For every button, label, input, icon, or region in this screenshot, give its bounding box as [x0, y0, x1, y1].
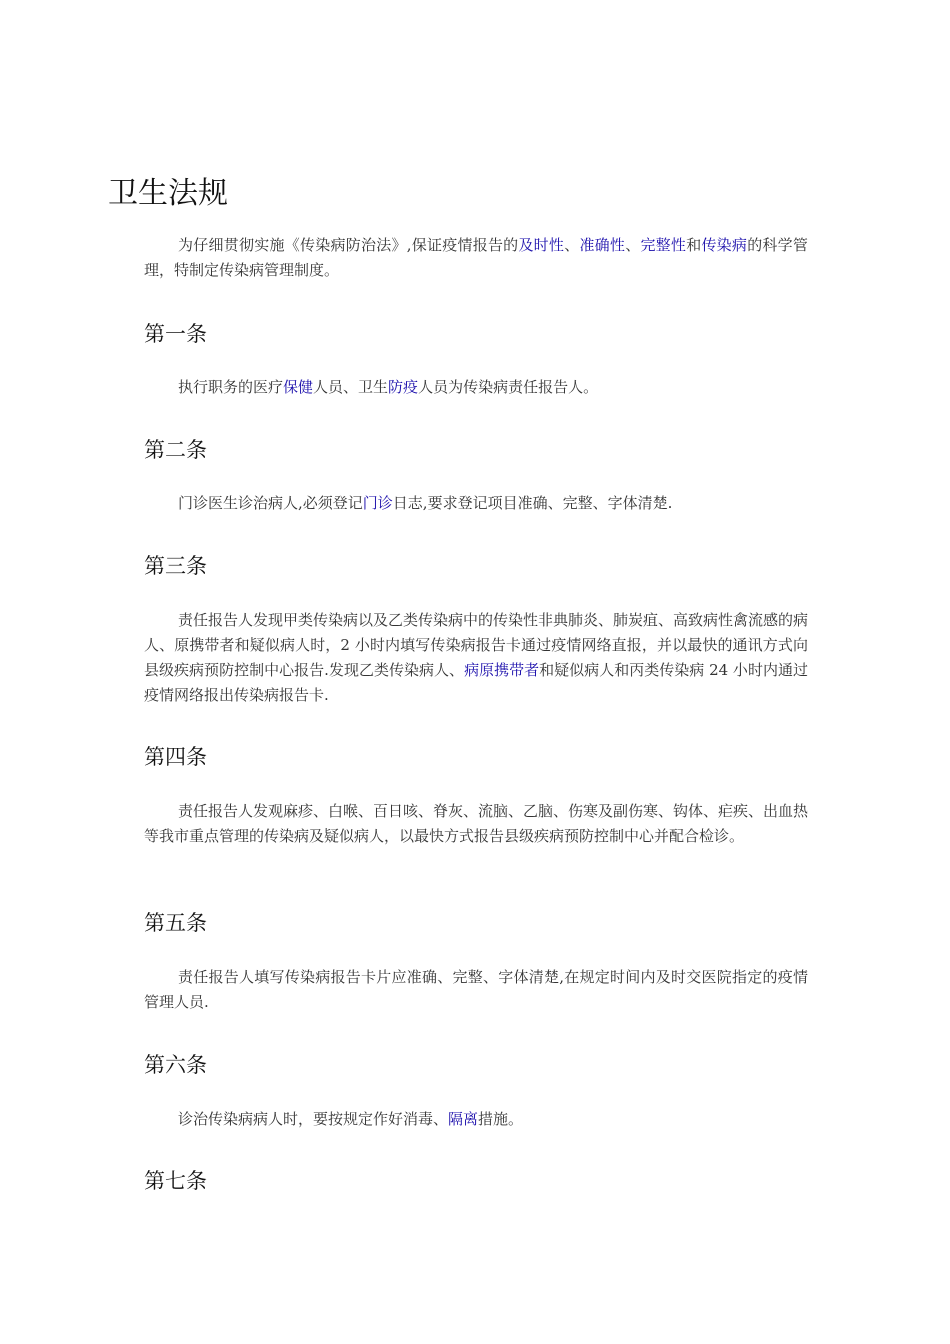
text-run: 人员为传染病责任报告人。 — [418, 378, 599, 396]
article-2-body — [144, 491, 808, 516]
text-run: 、 — [625, 236, 641, 254]
term-link[interactable]: 准确性 — [579, 236, 626, 254]
article-3-body — [144, 608, 808, 708]
text-run: 为仔细贯彻实施《传染病防治法》,保证疫情报告的 — [178, 236, 519, 254]
article-6-heading: 第六条 — [144, 1053, 207, 1077]
text-run: 日志,要求登记项目准确、完整、字体清楚. — [392, 494, 673, 512]
text-run: 门诊医生诊治病人,必须登记 — [178, 494, 363, 512]
article-2-heading: 第二条 — [144, 438, 207, 462]
article-1-body — [144, 375, 808, 400]
article-4-paragraph — [144, 799, 808, 849]
article-5-paragraph — [144, 965, 808, 1015]
text-run: 措施。 — [478, 1110, 524, 1128]
intro-paragraph — [144, 233, 808, 283]
article-4-heading: 第四条 — [144, 745, 207, 769]
term-link[interactable]: 病原携带者 — [464, 661, 540, 679]
article-1-heading: 第一条 — [144, 322, 207, 346]
text-run: 责任报告人填写传染病报告卡片应准确、完整、字体清楚,在规定时间内及时交医院指定的疫情管理人员. — [144, 968, 808, 1011]
text-run: 、 — [564, 236, 580, 254]
text-run: 的科学管理，特制定传染病管理制度。 — [144, 236, 808, 279]
intro-section — [144, 233, 808, 283]
article-3-paragraph — [144, 608, 808, 708]
term-link[interactable]: 门诊 — [362, 494, 393, 512]
term-link[interactable]: 保健 — [283, 378, 314, 396]
text-run: 诊治传染病病人时，要按规定作好消毒、 — [178, 1110, 449, 1128]
term-link[interactable]: 隔离 — [448, 1110, 479, 1128]
text-run: 人员、卫生 — [313, 378, 389, 396]
text-run: 责任报告人发观麻疹、白喉、百日咳、脊灰、流脑、乙脑、伤寒及副伤寒、钩体、疟疾、出血热等我市重点管理的传染病及疑似病人，以最快方式报告县级疾病预防控制中心并配合检诊。 — [144, 802, 809, 845]
article-5-body — [144, 965, 808, 1015]
term-link[interactable]: 传染病 — [701, 236, 748, 254]
article-5-heading: 第五条 — [144, 911, 207, 935]
article-7-heading: 第七条 — [144, 1169, 207, 1193]
term-link[interactable]: 防疫 — [388, 378, 419, 396]
article-6-paragraph — [144, 1107, 808, 1132]
term-link[interactable]: 及时性 — [518, 236, 565, 254]
article-6-body — [144, 1107, 808, 1132]
text-run: 执行职务的医疗 — [178, 378, 284, 396]
article-4-body — [144, 799, 808, 849]
article-2-paragraph — [144, 491, 808, 516]
article-3-heading: 第三条 — [144, 554, 207, 578]
page-title: 卫生法规 — [108, 176, 228, 211]
text-run: 责任报告人发现甲类传染病以及乙类传染病中的传染性非典肺炎、肺炭疽、高致病性禽流感的病人、原携带者和疑似病人时，2 小时内填写传染病报告卡通过疫情网络直报，并以最快的通讯方式向县级疾病预防控制中心报告.发现乙类传染病人、 — [144, 611, 809, 679]
article-1-paragraph — [144, 375, 808, 400]
text-run: 和 — [686, 236, 702, 254]
term-link[interactable]: 完整性 — [640, 236, 687, 254]
text-run: 和疑似病人和丙类传染病 24 小时内通过疫情网络报出传染病报告卡. — [144, 661, 808, 704]
